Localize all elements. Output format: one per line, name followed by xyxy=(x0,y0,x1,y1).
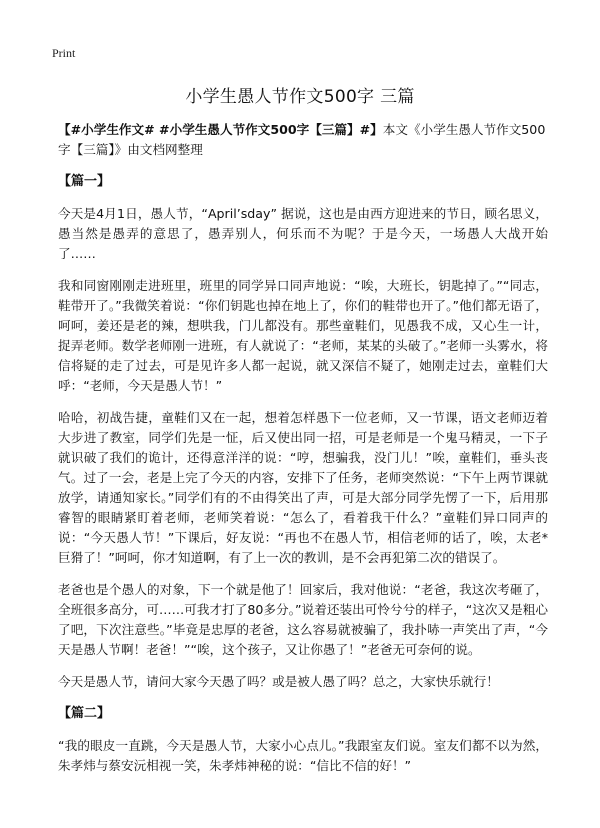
paragraph: 今天是愚人节，请问大家今天愚了吗？或是被人愚了吗？总之，大家快乐就行！ xyxy=(58,674,499,689)
section-heading-2: 【篇二】 xyxy=(58,706,111,721)
section-heading-1: 【篇一】 xyxy=(58,174,111,189)
intro-tag: 【#小学生作文# #小学生愚人节作文500字【三篇】#】 xyxy=(58,122,383,137)
intro-text: 本文《小学生愚人节作文500字【三篇】》由文档网整理 xyxy=(58,122,546,157)
paragraph: 我和同窗刚刚走进班里，班里的同学异口同声地说：“唉，大班长，钥匙掉了。”“同志，鞋带开了。”我微笑着说：“你们钥匙也掉在地上了，你们的鞋带也开了。”他们都无语了，呵呵，姜还是老的辣，想哄我，门儿都没有。那些童鞋们，见愚我不成，又心生一计，捉弄老师。数学老师刚一进班，有人就说了：“老师，某某的头破了。”老师一头雾水，将信将疑的走了过去，可是见许多人都一起说，就又深信不疑了，她刚走过去，童鞋们大呼：“老师，今天是愚人节！” xyxy=(58,278,548,393)
page-title: 小学生愚人节作文500字 三篇 xyxy=(185,87,415,107)
paragraph: “我的眼皮一直跳，今天是愚人节，大家小心点儿。”我跟室友们说。室友们都不以为然，朱孝炜与蔡安沅相视一笑，朱孝炜神秘的说：“信比不信的好！” xyxy=(58,738,548,773)
print-label[interactable]: Print xyxy=(52,46,76,60)
paragraph: 老爸也是个愚人的对象，下一个就是他了！回家后，我对他说：“老爸，我这次考砸了，全班很多高分，可……可我才打了80多分。”说着还装出可怜兮兮的样子，“这次又是粗心了吧，下次注意些。”毕竟是忠厚的老爸，这么容易就被骗了，我扑哧一声笑出了声，“今天是愚人节啊！老爸！”“唉，这个孩子，又让你愚了！”老爸无可奈何的说。 xyxy=(58,582,548,657)
intro-paragraph xyxy=(58,120,548,160)
paragraph: 今天是4月1日，愚人节，“April’sday” 据说，这也是由西方迎进来的节日，顾名思义，愚当然是愚弄的意思了，愚弄别人，何乐而不为呢？于是今天，一场愚人大战开始了…… xyxy=(58,206,548,261)
paragraph: 哈哈，初战告捷，童鞋们又在一起，想着怎样愚下一位老师，又一节课，语文老师迈着大步进了教室，同学们先是一怔，后又使出同一招，可是老师是一个鬼马精灵，一下子就识破了我们的诡计，还得意洋洋的说：“哼，想骗我，没门儿！”唉，童鞋们，垂头丧气。过了一会，老是上完了今天的内容，安排下了任务，老师突然说：“下午上两节课就放学，请通知家长。”同学们有的不由得笑出了声，可是大部分同学先愣了一下，后用那睿智的眼睛紧盯着老师，老师笑着说：“怎么了，看着我干什么？”童鞋们异口同声的说：“今天愚人节！”下课后，好友说：“再也不在愚人节，相信老师的话了，唉，太老*巨猾了！”呵呵，你才知道啊，有了上一次的教训，是不会再犯第二次的错误了。 xyxy=(58,410,548,565)
document-body xyxy=(58,120,548,788)
